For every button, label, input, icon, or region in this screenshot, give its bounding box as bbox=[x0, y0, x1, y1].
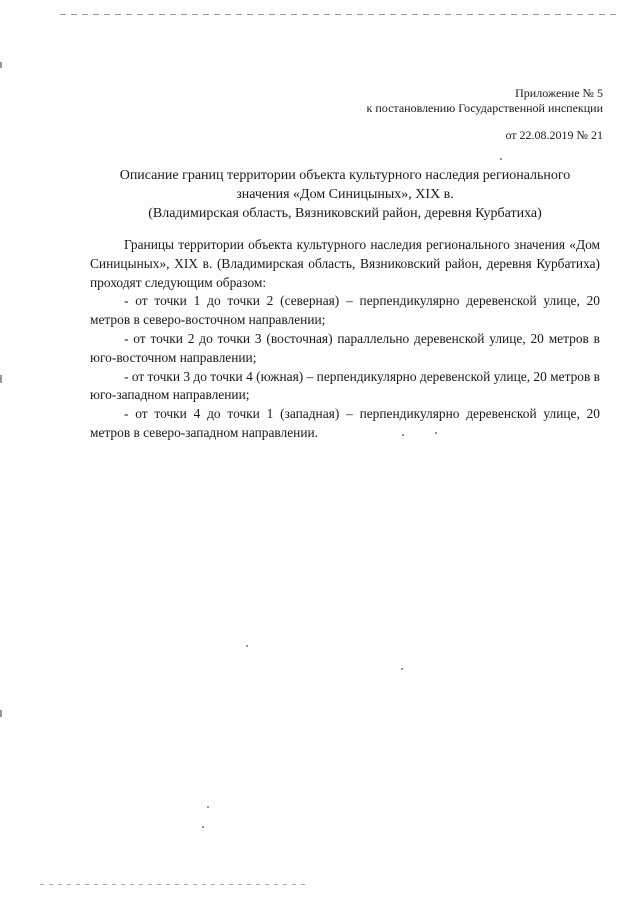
scan-edge-mark bbox=[0, 375, 2, 383]
scan-speck bbox=[401, 668, 403, 670]
scan-speck bbox=[202, 826, 204, 828]
title-line-3: (Владимирская область, Вязниковский район, деревня Курбатиха) bbox=[148, 206, 542, 221]
appendix-number: Приложение № 5 bbox=[515, 86, 603, 100]
boundary-item-north: - от точки 1 до точки 2 (северная) – перпендикулярно деревенской улице, 20 метров в северо-восточном направлении; bbox=[90, 293, 600, 328]
scan-artifact-top-line bbox=[60, 14, 620, 15]
scan-artifact-bottom-line bbox=[40, 884, 310, 885]
title-line-2: значения «Дом Синицыных», XIX в. bbox=[236, 187, 454, 202]
document-title bbox=[90, 166, 600, 223]
scan-speck bbox=[246, 645, 248, 647]
boundary-item-south: - от точки 3 до точки 4 (южная) – перпендикулярно деревенской улице, 20 метров в юго-западном направлении; bbox=[90, 368, 600, 403]
scan-edge-mark bbox=[0, 710, 2, 717]
document-body bbox=[90, 236, 600, 443]
scan-speck bbox=[500, 158, 502, 160]
scan-edge-mark bbox=[0, 62, 2, 68]
boundary-item-east: - от точки 2 до точки 3 (восточная) параллельно деревенской улице, 20 метров в юго-восточном направлении; bbox=[90, 330, 600, 365]
appendix-date: от 22.08.2019 № 21 bbox=[505, 128, 603, 142]
appendix-reference: к постановлению Государственной инспекции bbox=[366, 101, 603, 115]
title-line-1: Описание границ территории объекта культурного наследия регионального bbox=[119, 168, 571, 183]
intro-paragraph: Границы территории объекта культурного наследия регионального значения «Дом Синицыных», XIX в. (Владимирская область, Вязниковский район, деревня Курбатиха) проходят следующим образом: bbox=[90, 237, 600, 290]
appendix-header bbox=[367, 86, 603, 143]
scan-speck bbox=[207, 806, 209, 808]
boundary-item-west: - от точки 4 до точки 1 (западная) – перпендикулярно деревенской улице, 20 метров в северо-западном направлении. bbox=[90, 406, 600, 440]
